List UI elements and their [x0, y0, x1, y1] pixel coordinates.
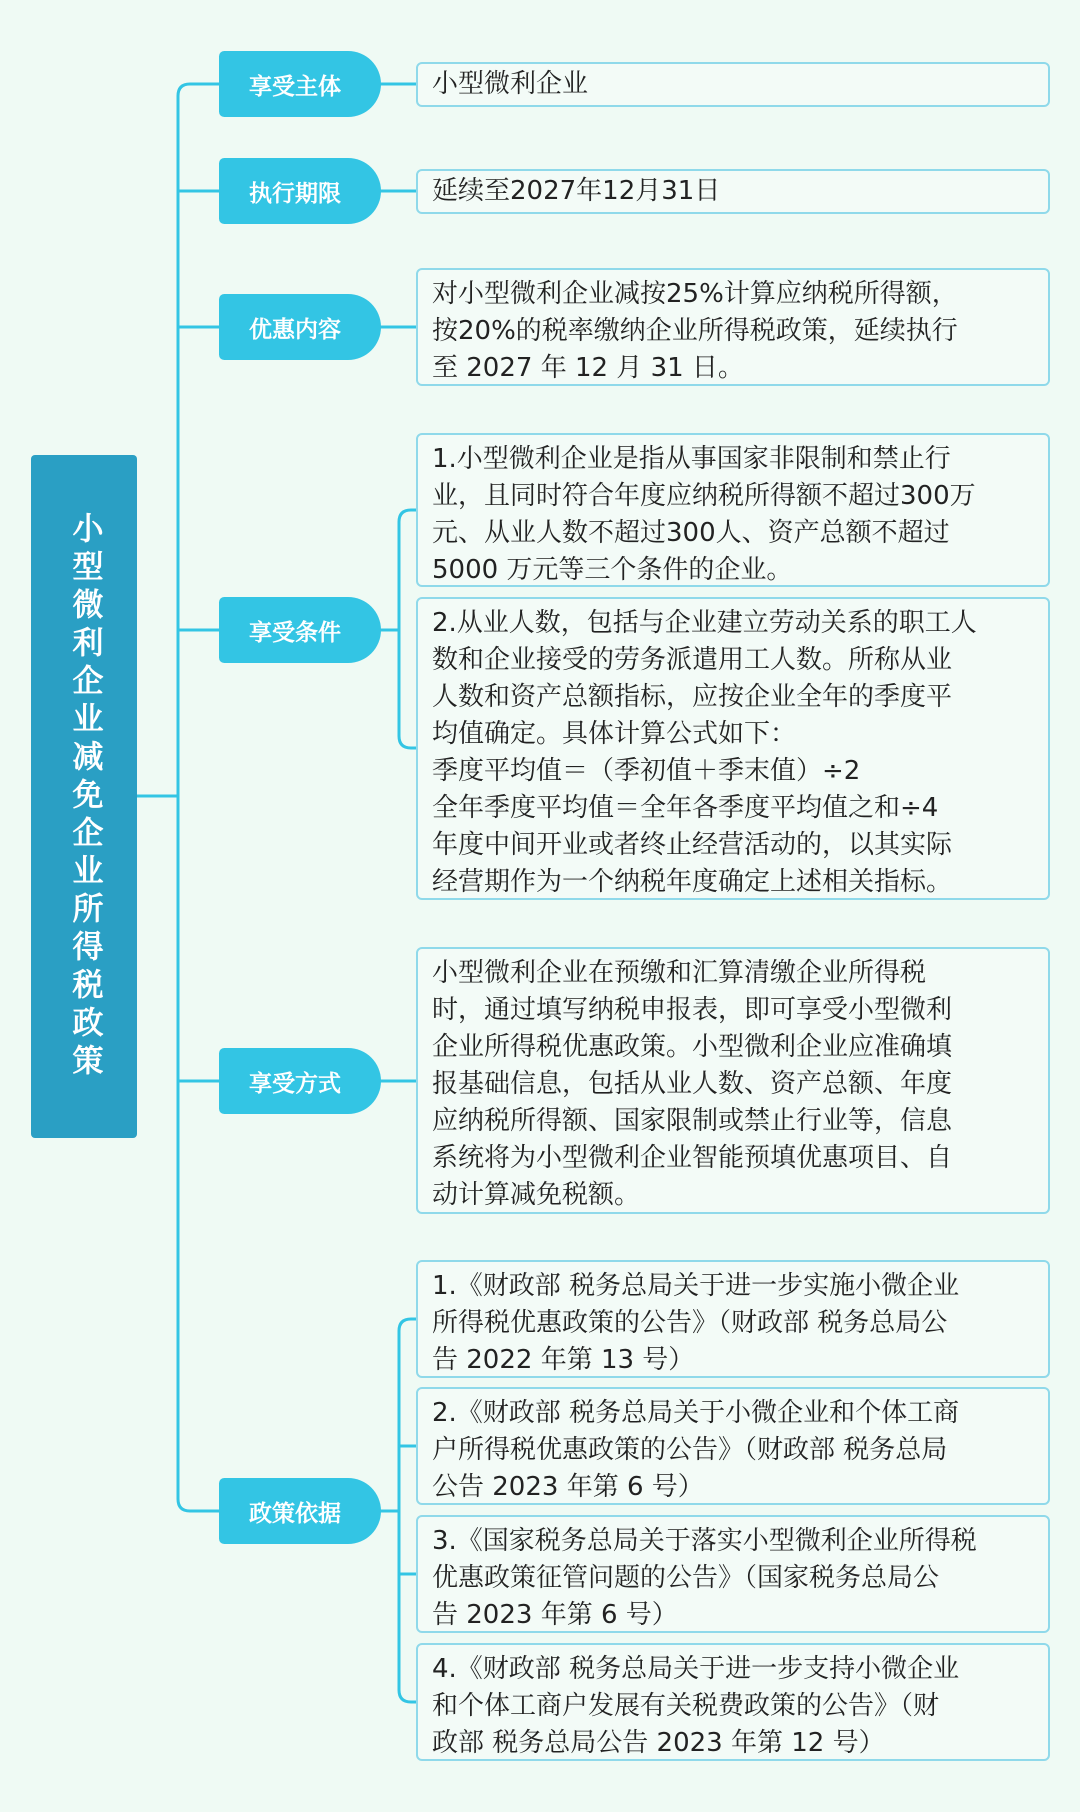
conditions-bracket: [399, 510, 416, 748]
condition-text-1: 1.小型微利企业是指从事国家非限制和禁止行 业，且同时符合年度应纳税所得额不超过300万 元、从业人数不超过300人、资产总额不超过 5000 万元等三个条件的企业。: [432, 444, 976, 585]
branch-label: 执行期限: [249, 180, 341, 207]
content-box: [416, 268, 1050, 386]
branch-label: 享受主体: [249, 73, 341, 100]
subject-box: [416, 62, 1050, 107]
root-node: [31, 455, 137, 1138]
basis-box-1: [416, 1260, 1050, 1378]
period-box: [416, 169, 1050, 214]
period-text: 延续至2027年12月31日: [432, 176, 721, 206]
condition-text-2: 2.从业人数，包括与企业建立劳动关系的职工人 数和企业接受的劳务派遣用工人数。所称从业 人数和资产总额指标，应按企业全年的季度平 均值确定。具体计算公式如下： 季度平均值＝（季初值＋季末值）÷2 全年季度平均值＝全年各季度平均值之和÷4 年度中间开业或者终止经营活动的，以其实际 经营期作为一个纳税年度确定上述相关指标。: [432, 608, 977, 897]
branch-label: 优惠内容: [249, 316, 341, 343]
branch-subject: [219, 51, 381, 117]
basis-text-3: 3.《国家税务总局关于落实小型微利企业所得税 优惠政策征管问题的公告》（国家税务总局公 告 2023 年第 6 号）: [432, 1526, 977, 1630]
subject-text: 小型微利企业: [432, 69, 589, 99]
basis-box-4: [416, 1643, 1050, 1761]
condition-box-1: [416, 433, 1050, 587]
basis-text-4: 4.《财政部 税务总局关于进一步支持小微企业 和个体工商户发展有关税费政策的公告》（财 政部 税务总局公告 2023 年第 12 号）: [432, 1654, 960, 1758]
branch-label: 政策依据: [249, 1500, 341, 1527]
branch-basis: [219, 1478, 381, 1544]
branch-conditions: [219, 597, 381, 663]
basis-box-2: [416, 1387, 1050, 1505]
basis-box-3: [416, 1515, 1050, 1633]
condition-box-2: [416, 597, 1050, 900]
branch-method: [219, 1048, 381, 1114]
branch-label: 享受条件: [249, 619, 341, 646]
root-title: 小型微利企业减免企业所得税政策: [66, 511, 103, 1082]
basis-bracket: [399, 1319, 416, 1702]
basis-text-2: 2.《财政部 税务总局关于小微企业和个体工商 户所得税优惠政策的公告》（财政部 税务总局 公告 2023 年第 6 号）: [432, 1398, 960, 1502]
method-text: 小型微利企业在预缴和汇算清缴企业所得税 时，通过填写纳税申报表，即可享受小型微利 企业所得税优惠政策。小型微利企业应准确填 报基础信息，包括从业人数、资产总额、年度 应纳税所得额、国家限制或禁止行业等，信息 系统将为小型微利企业智能预填优惠项目、自 动计算减免税额。: [432, 958, 953, 1210]
trunk-connector: [178, 84, 219, 1511]
branch-period: [219, 158, 381, 224]
basis-text-1: 1.《财政部 税务总局关于进一步实施小微企业 所得税优惠政策的公告》（财政部 税务总局公 告 2022 年第 13 号）: [432, 1271, 960, 1375]
branch-content: [219, 294, 381, 360]
content-text: 对小型微利企业减按25%计算应纳税所得额， 按20%的税率缴纳企业所得税政策，延续执行 至 2027 年 12 月 31 日。: [432, 279, 958, 383]
method-box: [416, 947, 1050, 1214]
branch-label: 享受方式: [249, 1070, 341, 1097]
